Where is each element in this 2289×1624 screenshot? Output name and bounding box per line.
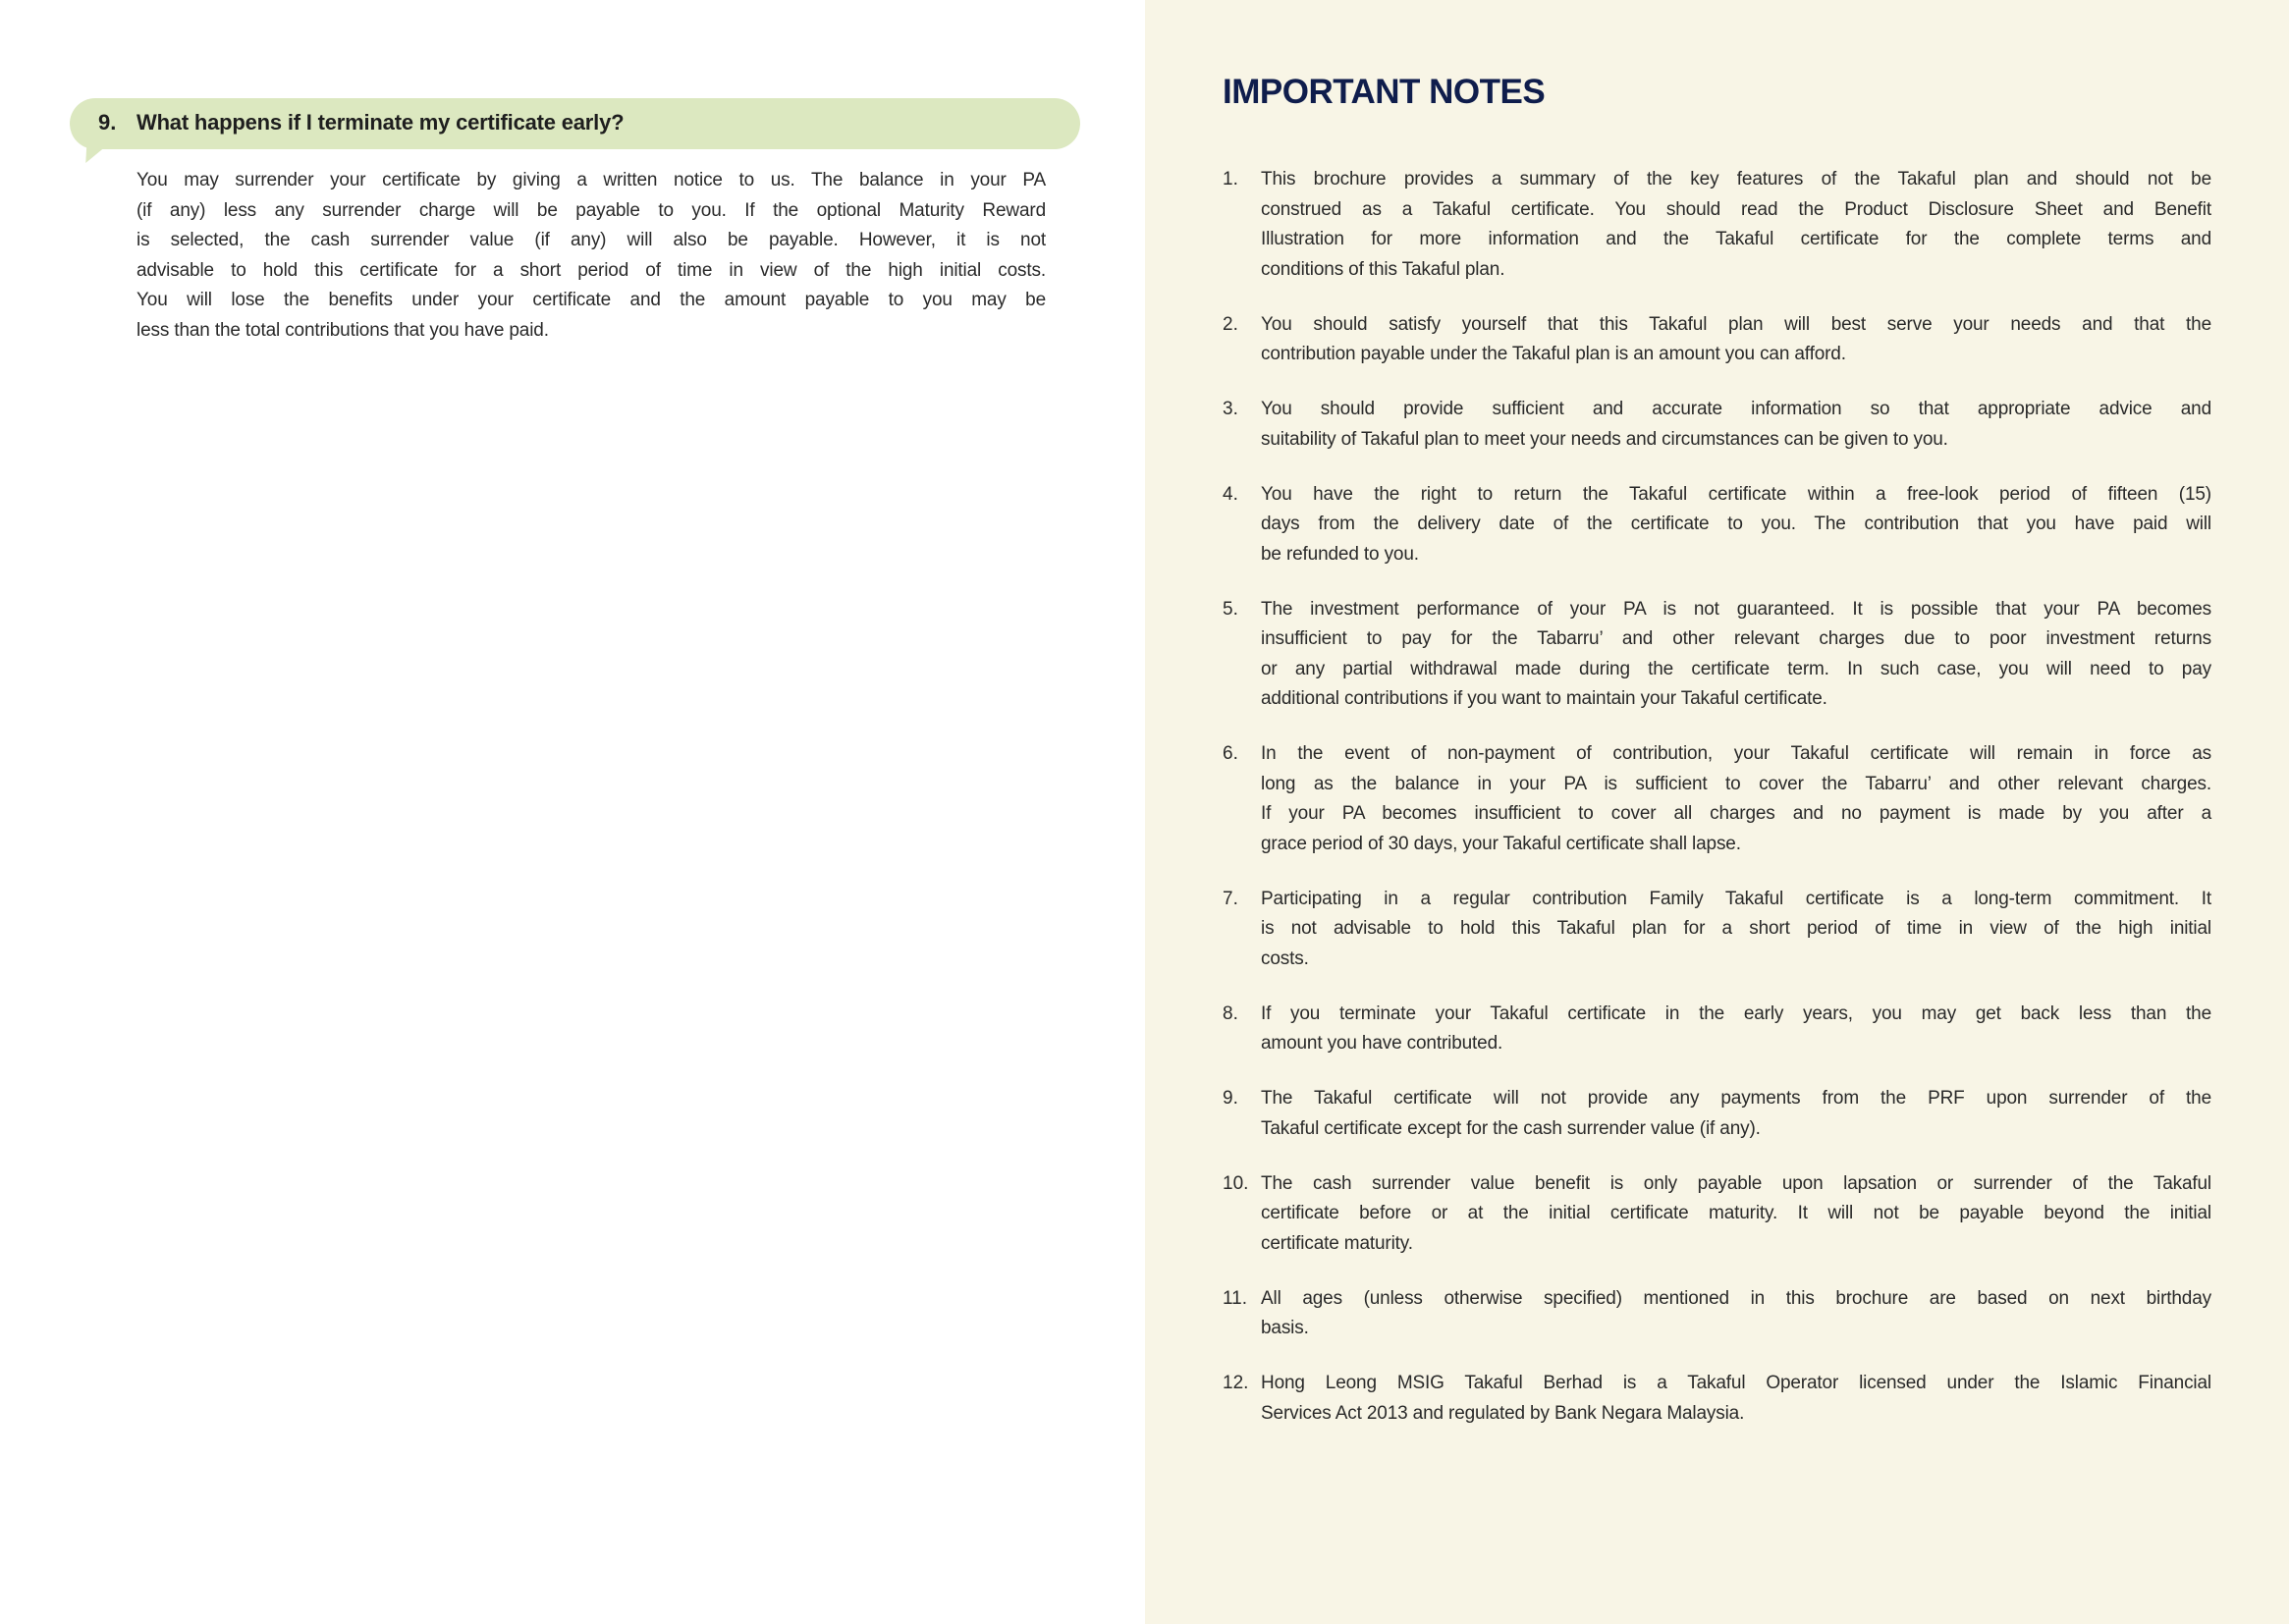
text-line: conditions of this Takaful plan. xyxy=(1261,258,1505,280)
text-line: In the event of non-payment of contribution, your Takaful certificate will remain in force as xyxy=(1261,743,2211,764)
text-line: If your PA becomes insufficient to cover all charges and no payment is made by you after a xyxy=(1261,803,2211,824)
text-line: be refunded to you. xyxy=(1261,543,1419,565)
text-line: This brochure provides a summary of the key features of the Takaful plan and should not be xyxy=(1261,169,2211,189)
text-line: You have the right to return the Takaful certificate within a free-look period of fifteen (15) xyxy=(1261,483,2211,505)
note-number: 7. xyxy=(1223,888,1238,909)
text-line: Takaful certificate except for the cash surrender value (if any). xyxy=(1261,1117,1761,1139)
text-line: The investment performance of your PA is not guaranteed. It is possible that your PA becomes xyxy=(1261,598,2211,620)
note-number: 6. xyxy=(1223,743,1238,764)
text-line: The cash surrender value benefit is only payable upon lapsation or surrender of the Takaful xyxy=(1261,1172,2211,1194)
text-line: long as the balance in your PA is sufficient to cover the Tabarru’ and other relevant charges. xyxy=(1261,773,2211,794)
text-line: basis. xyxy=(1261,1318,1309,1338)
note-item xyxy=(1223,595,2211,715)
note-item xyxy=(1223,1169,2211,1260)
note-item xyxy=(1223,1000,2211,1059)
note-item xyxy=(1223,885,2211,975)
text-line: certificate before or at the initial certificate maturity. It will not be payable beyond the initial xyxy=(1261,1203,2211,1223)
note-number: 10. xyxy=(1223,1172,1249,1194)
note-number: 1. xyxy=(1223,169,1238,189)
text-line: You should provide sufficient and accurate information so that appropriate advice and xyxy=(1261,399,2211,419)
text-line: You may surrender your certificate by giving a written notice to us. The balance in your PA xyxy=(136,170,1046,190)
note-number: 11. xyxy=(1223,1287,1248,1309)
text-line: grace period of 30 days, your Takaful certificate shall lapse. xyxy=(1261,833,1741,854)
text-line: Illustration for more information and the Takaful certificate for the complete terms and xyxy=(1261,229,2211,249)
text-line: contribution payable under the Takaful plan is an amount you can afford. xyxy=(1261,344,1846,364)
text-line: costs. xyxy=(1261,947,1309,969)
text-line: construed as a Takaful certificate. You should read the Product Disclosure Sheet and Benefit xyxy=(1261,198,2211,220)
text-line: (if any) less any surrender charge will be payable to you. If the optional Maturity Reward xyxy=(136,199,1046,221)
note-item xyxy=(1223,1369,2211,1429)
text-line: advisable to hold this certificate for a short period of time in view of the high initial costs. xyxy=(136,259,1046,281)
text-line: Hong Leong MSIG Takaful Berhad is a Takaful Operator licensed under the Islamic Financial xyxy=(1261,1373,2211,1393)
note-number: 8. xyxy=(1223,1002,1238,1024)
text-line: or any partial withdrawal made during the certificate term. In such case, you will need to pay xyxy=(1261,658,2211,679)
text-line: Services Act 2013 and regulated by Bank Negara Malaysia. xyxy=(1261,1402,1745,1424)
important-notes-heading: IMPORTANT NOTES xyxy=(1223,73,1546,111)
text-line: You will lose the benefits under your certificate and the amount payable to you may be xyxy=(136,290,1046,310)
text-line: certificate maturity. xyxy=(1261,1232,1413,1254)
text-line: The Takaful certificate will not provide any payments from the PRF upon surrender of the xyxy=(1261,1088,2211,1109)
text-line: is selected, the cash surrender value (if any) will also be payable. However, it is not xyxy=(136,230,1046,250)
text-line: amount you have contributed. xyxy=(1261,1033,1503,1054)
note-item xyxy=(1223,739,2211,859)
note-number: 2. xyxy=(1223,313,1238,335)
text-line: suitability of Takaful plan to meet your needs and circumstances can be given to you. xyxy=(1261,428,1948,450)
text-line: All ages (unless otherwise specified) mentioned in this brochure are based on next birthday xyxy=(1261,1287,2211,1309)
note-item xyxy=(1223,480,2211,570)
note-number: 5. xyxy=(1223,598,1238,620)
note-item xyxy=(1223,165,2211,285)
note-item xyxy=(1223,1284,2211,1344)
note-number: 3. xyxy=(1223,399,1238,419)
text-line: You should satisfy yourself that this Takaful plan will best serve your needs and that the xyxy=(1261,313,2211,335)
question-number: 9. xyxy=(98,110,117,135)
text-line: insufficient to pay for the Tabarru’ and other relevant charges due to poor investment returns xyxy=(1261,628,2211,649)
text-line: is not advisable to hold this Takaful plan for a short period of time in view of the high initial xyxy=(1261,918,2211,939)
notes-list xyxy=(1223,165,2211,1454)
text-line: If you terminate your Takaful certificate in the early years, you may get back less than the xyxy=(1261,1002,2211,1024)
answer-paragraph xyxy=(136,166,1046,346)
text-line: additional contributions if you want to maintain your Takaful certificate. xyxy=(1261,688,1827,709)
note-number: 12. xyxy=(1223,1373,1249,1393)
note-item xyxy=(1223,395,2211,455)
text-line: days from the delivery date of the certificate to you. The contribution that you have paid will xyxy=(1261,514,2211,534)
text-line: less than the total contributions that you have paid. xyxy=(136,319,549,341)
question-title: What happens if I terminate my certificate early? xyxy=(136,110,625,135)
note-item xyxy=(1223,1084,2211,1144)
text-line: Participating in a regular contribution Family Takaful certificate is a long-term commitment. It xyxy=(1261,888,2211,909)
note-number: 9. xyxy=(1223,1088,1238,1109)
note-item xyxy=(1223,310,2211,370)
note-number: 4. xyxy=(1223,483,1238,505)
